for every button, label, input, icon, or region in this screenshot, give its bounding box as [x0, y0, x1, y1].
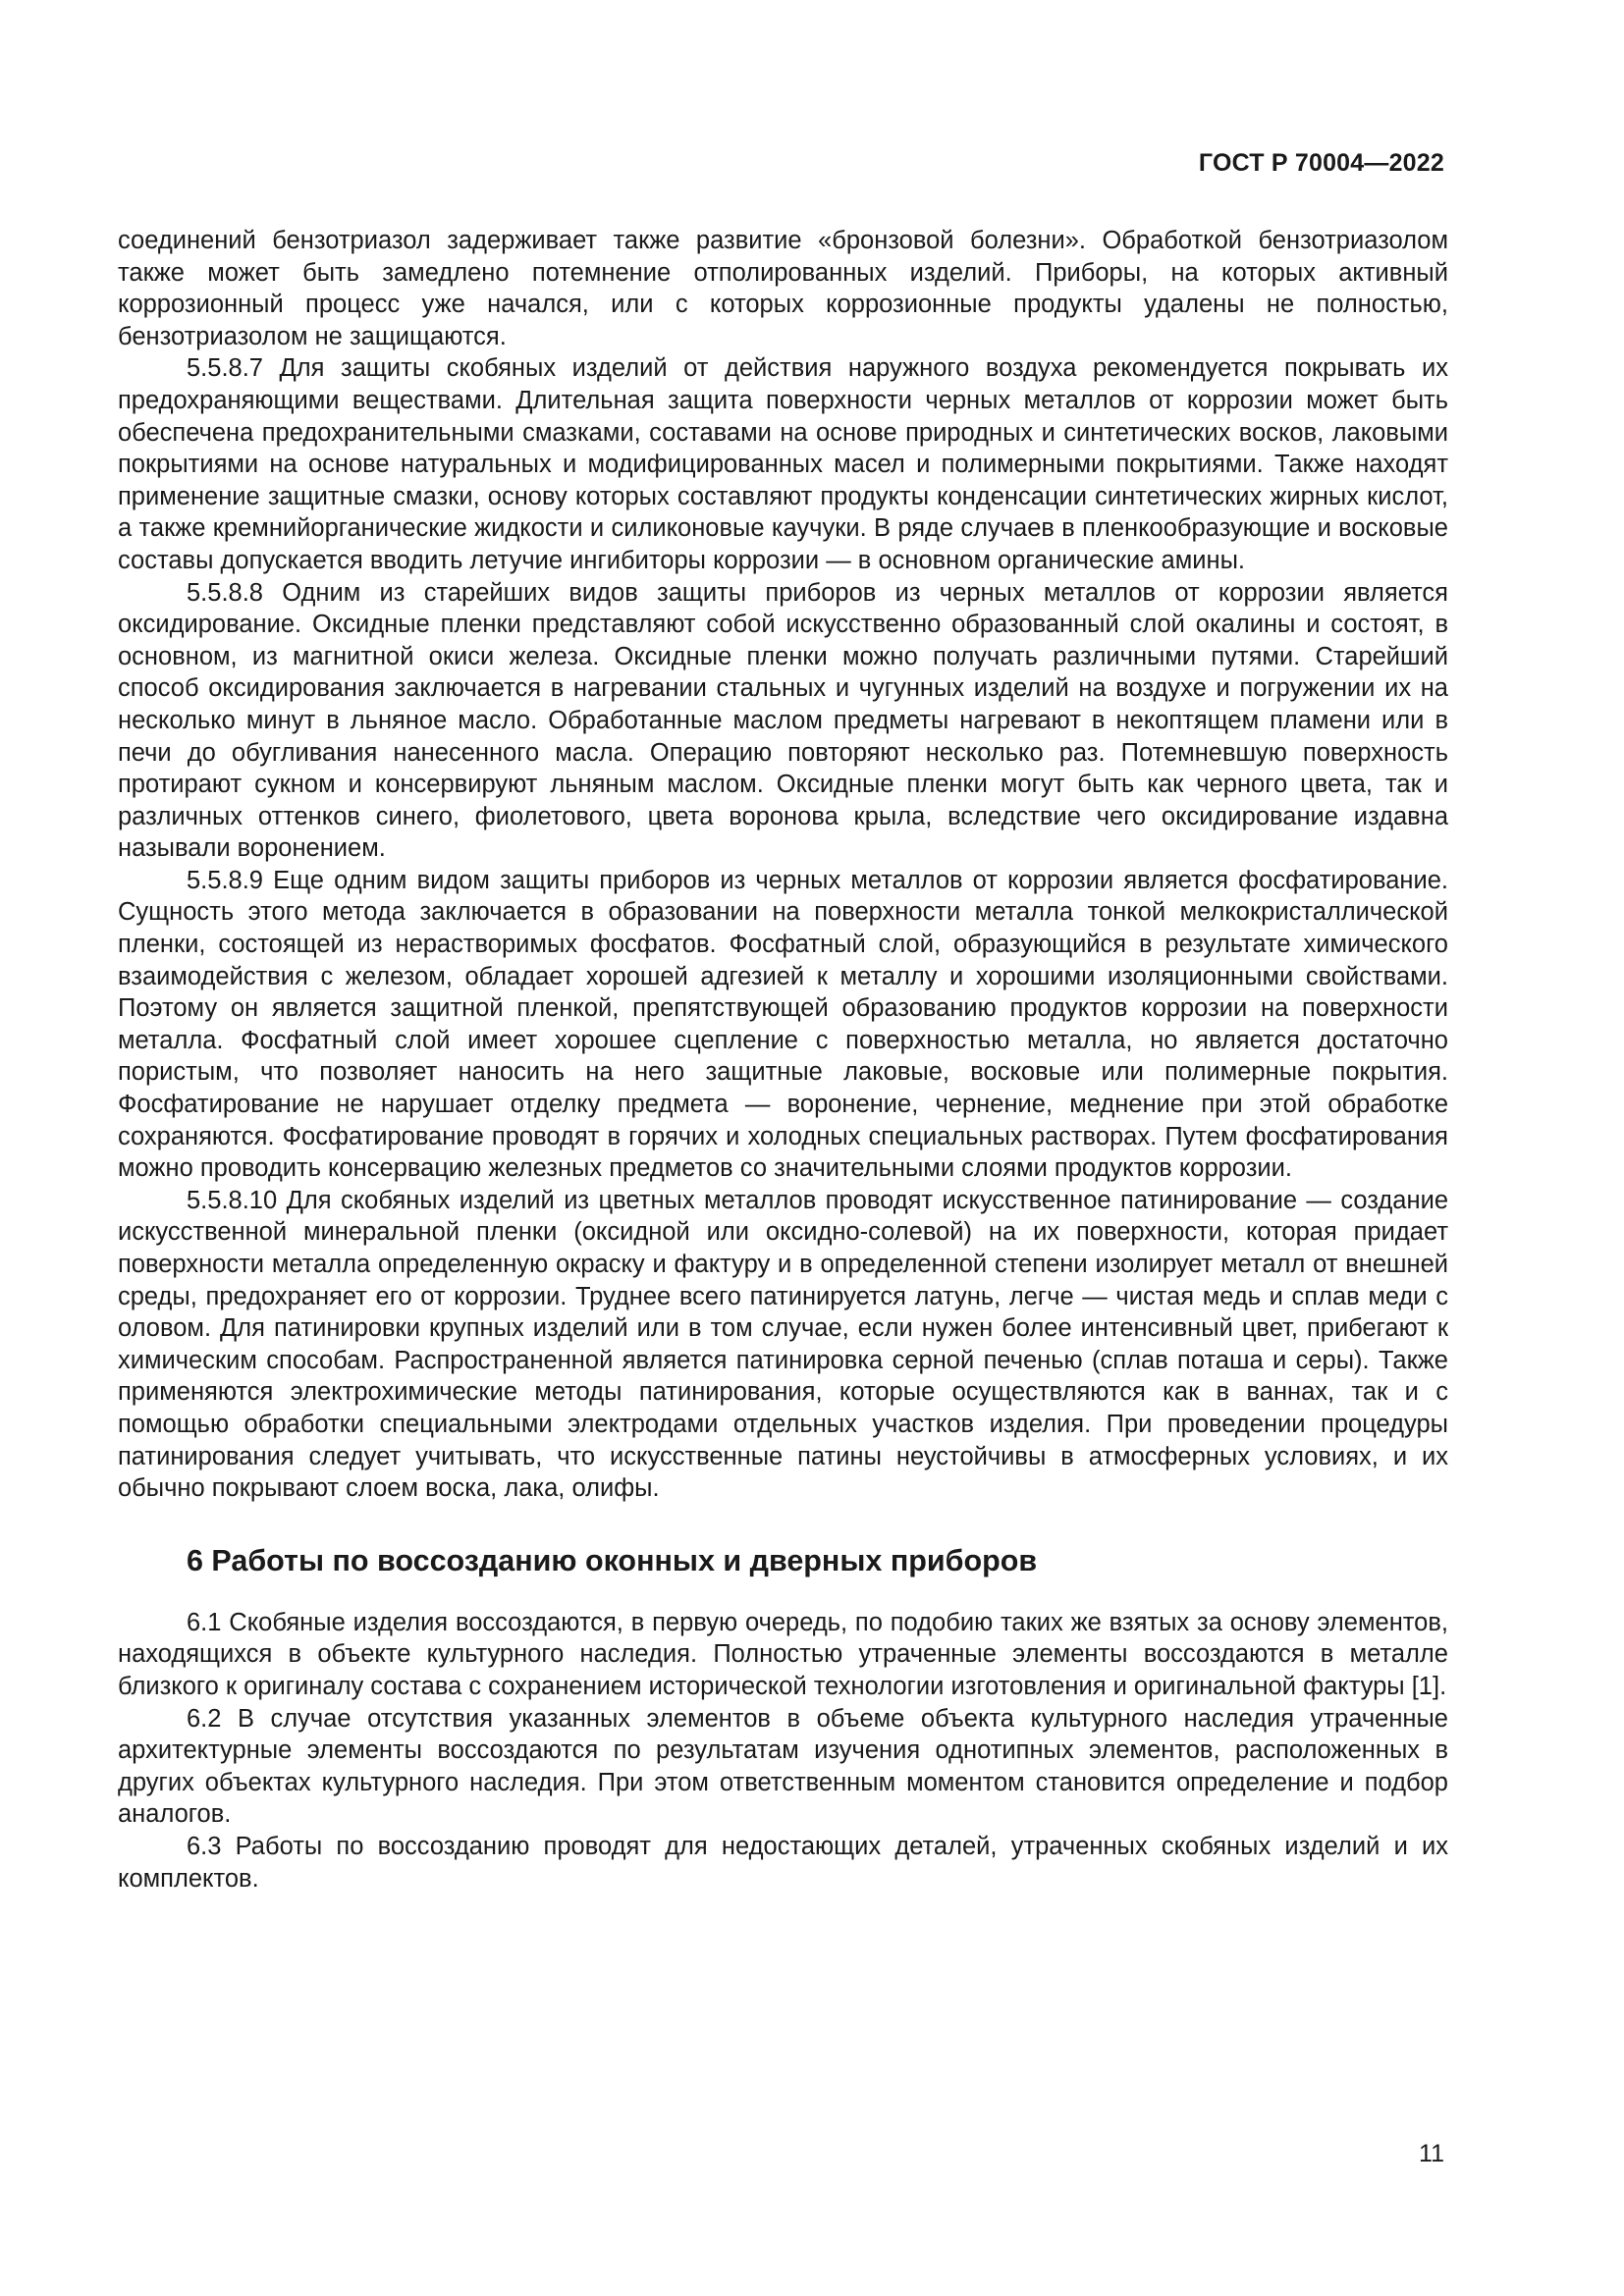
- section-6-title: 6 Работы по воссозданию оконных и дверных приборов: [187, 1543, 1038, 1577]
- paragraph-6-3: 6.3 Работы по воссозданию проводят для недостающих деталей, утраченных скобяных изделий и их комплектов.: [118, 1832, 1448, 1893]
- paragraph-5-5-8-7: 5.5.8.7 Для защиты скобяных изделий от действия наружного воздуха рекомендуется покрывать их предохраняющими веществами. Длительная защита поверхности черных металлов от коррозии может быть обеспечена предохранительными смазками, составами на основе природных и синтетических восков, лаковыми покрытиями на основе натуральных и модифицированных масел и полимерными покрытиями. Также находят применение защитные смазки, основу которых составляют продукты конденсации синтетических жирных кислот, а также кремнийорганические жидкости и силиконовые каучуки. В ряде случаев в пленкообразующие и восковые составы допускается вводить летучие ингибиторы коррозии — в основном органические амины.: [118, 354, 1448, 574]
- paragraph-5-5-8-8: 5.5.8.8 Одним из старейших видов защиты приборов из черных металлов от коррозии является оксидирование. Оксидные пленки представляют собой искусственно образованный слой окалины и состоят, в основном, из магнитной окиси железа. Оксидные пленки можно получать различными путями. Старейший способ оксидирования заключается в нагревании стальных и чугунных изделий на воздухе и погружении их на несколько минут в льняное масло. Обработанные маслом предметы нагревают в некоптящем пламени или в печи до обугливания нанесенного масла. Операцию повторяют несколько раз. Потемневшую поверхность протирают сукном и консервируют льняным маслом. Оксидные пленки могут быть как черного цвета, так и различных оттенков синего, фиолетового, цвета воронова крыла, вследствие чего оксидирование издавна называли воронением.: [118, 578, 1448, 863]
- paragraph-6-2: 6.2 В случае отсутствия указанных элементов в объеме объекта культурного наследия утраченные архитектурные элементы воссоздаются по результатам изучения однотипных элементов, расположенных в других объектах культурного наследия. При этом ответственным моментом становится определение и подбор аналогов.: [118, 1704, 1448, 1829]
- page-number: 11: [1419, 2140, 1444, 2167]
- paragraph-5-5-8-9: 5.5.8.9 Еще одним видом защиты приборов из черных металлов от коррозии является фосфатирование. Сущность этого метода заключается в образовании на поверхности металла тонкой мелкокристаллической пленки, состоящей из нерастворимых фосфатов. Фосфатный слой, образующийся в результате химического взаимодействия с железом, обладает хорошей адгезией к металлу и хорошими изоляционными свойствами. Поэтому он является защитной пленкой, препятствующей образованию продуктов коррозии на поверхности металла. Фосфатный слой имеет хорошее сцепление с поверхностью металла, но является достаточно пористым, что позволяет наносить на него защитные лаковые, восковые или полимерные покрытия. Фосфатирование не нарушает отделку предмета — воронение, чернение, меднение при этой обработке сохраняются. Фосфатирование проводят в горячих и холодных специальных растворах. Путем фосфатирования можно проводить консервацию железных предметов со значительными слоями продуктов коррозии.: [118, 866, 1448, 1183]
- paragraph-continuation: соединений бензотриазол задерживает также развитие «бронзовой болезни». Обработкой бензотриазолом также может быть замедлено потемнение отполированных изделий. Приборы, на которых активный коррозионный процесс уже начался, или с которых коррозионные продукты удалены не полностью, бензотриазолом не защищаются.: [118, 227, 1448, 350]
- document-standard-id: ГОСТ Р 70004—2022: [1198, 149, 1444, 177]
- paragraph-6-1: 6.1 Скобяные изделия воссоздаются, в первую очередь, по подобию таких же взятых за основу элементов, находящихся в объекте культурного наследия. Полностью утраченные элементы воссоздаются в металле близкого к оригиналу состава с сохранением исторической технологии изготовления и оригинальной фактуры [1].: [118, 1608, 1448, 1700]
- paragraph-5-5-8-10: 5.5.8.10 Для скобяных изделий из цветных металлов проводят искусственное патинирование — создание искусственной минеральной пленки (оксидной или оксидно-солевой) на их поверхности, которая придает поверхности металла определенную окраску и фактуру и в определенной степени изолирует металл от внешней среды, предохраняет его от коррозии. Труднее всего патинируется латунь, легче — чистая медь и сплав меди с оловом. Для патинировки крупных изделий или в том случае, если нужен более интенсивный цвет, прибегают к химическим способам. Распространенной является патинировка серной печенью (сплав поташа и серы). Также применяются электрохимические методы патинирования, которые осуществляются как в ваннах, так и с помощью обработки специальными электродами отдельных участков изделия. При проведении процедуры патинирования следует учитывать, что искусственные патины неустойчивы в атмосферных условиях, и их обычно покрывают слоем воска, лака, олифы.: [118, 1186, 1448, 1503]
- page-body: [118, 225, 1448, 1895]
